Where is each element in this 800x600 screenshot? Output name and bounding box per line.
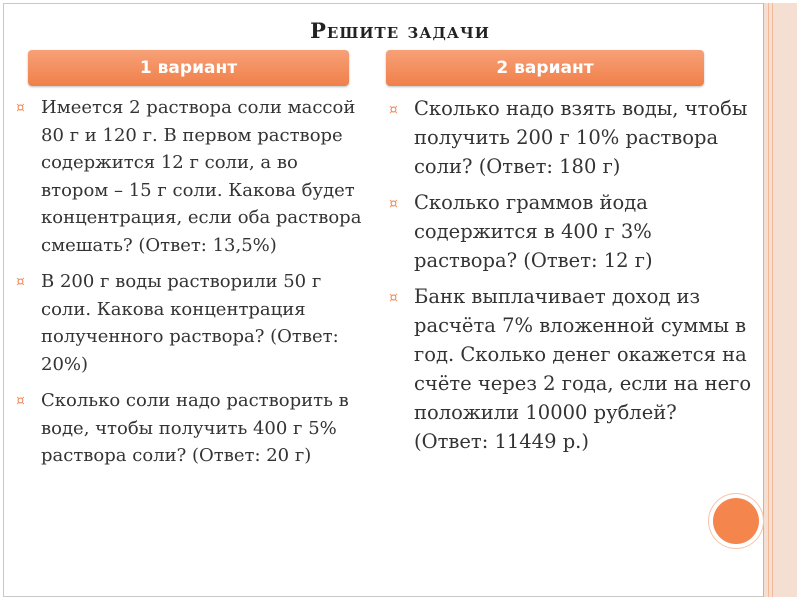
list-item	[389, 94, 757, 181]
task-text: Сколько соли надо растворить в воде, чтобы получить 400 г 5% раствора соли? (Ответ: 20 г)	[41, 390, 349, 466]
variant-1-header: 1 вариант	[28, 50, 349, 86]
bullet-icon: ¤	[16, 100, 25, 116]
list-item	[16, 387, 364, 470]
decorative-circle	[713, 498, 759, 544]
task-text: Сколько граммов йода содержится в 400 г 3% раствора? (Ответ: 12 г)	[414, 191, 653, 272]
variant-2-header: 2 вариант	[386, 50, 704, 86]
task-text: Сколько надо взять воды, чтобы получить 200 г 10% раствора соли? (Ответ: 180 г)	[414, 97, 748, 178]
task-text: В 200 г воды растворили 50 г соли. Какова концентрация полученного раствора? (Ответ: 20%)	[41, 271, 339, 375]
list-item	[389, 188, 757, 275]
task-text: Имеется 2 раствора соли массой 80 г и 120 г. В первом растворе содержится 12 г соли, а во втором – 15 г соли. Какова будет концентрация, если оба раствора смешать? (Ответ: 13,5%)	[41, 97, 362, 256]
right-edge-line	[768, 3, 769, 597]
bullet-icon: ¤	[389, 102, 398, 118]
list-item	[16, 94, 364, 259]
bullet-icon: ¤	[16, 274, 25, 290]
list-item	[16, 268, 364, 378]
task-text: Банк выплачивает доход из расчёта 7% вложенной суммы в год. Сколько денег окажется на счёте через 2 года, если на него положили 10000 рублей? (Ответ: 11449 р.)	[414, 285, 752, 453]
bullet-icon: ¤	[389, 290, 398, 306]
list-item	[389, 282, 757, 456]
slide-title: Решите задачи	[310, 18, 490, 43]
right-edge-line	[772, 3, 773, 597]
bullet-icon: ¤	[389, 196, 398, 212]
variant-1-task-list	[16, 94, 364, 479]
bullet-icon: ¤	[16, 393, 25, 409]
variant-2-task-list	[389, 94, 757, 463]
